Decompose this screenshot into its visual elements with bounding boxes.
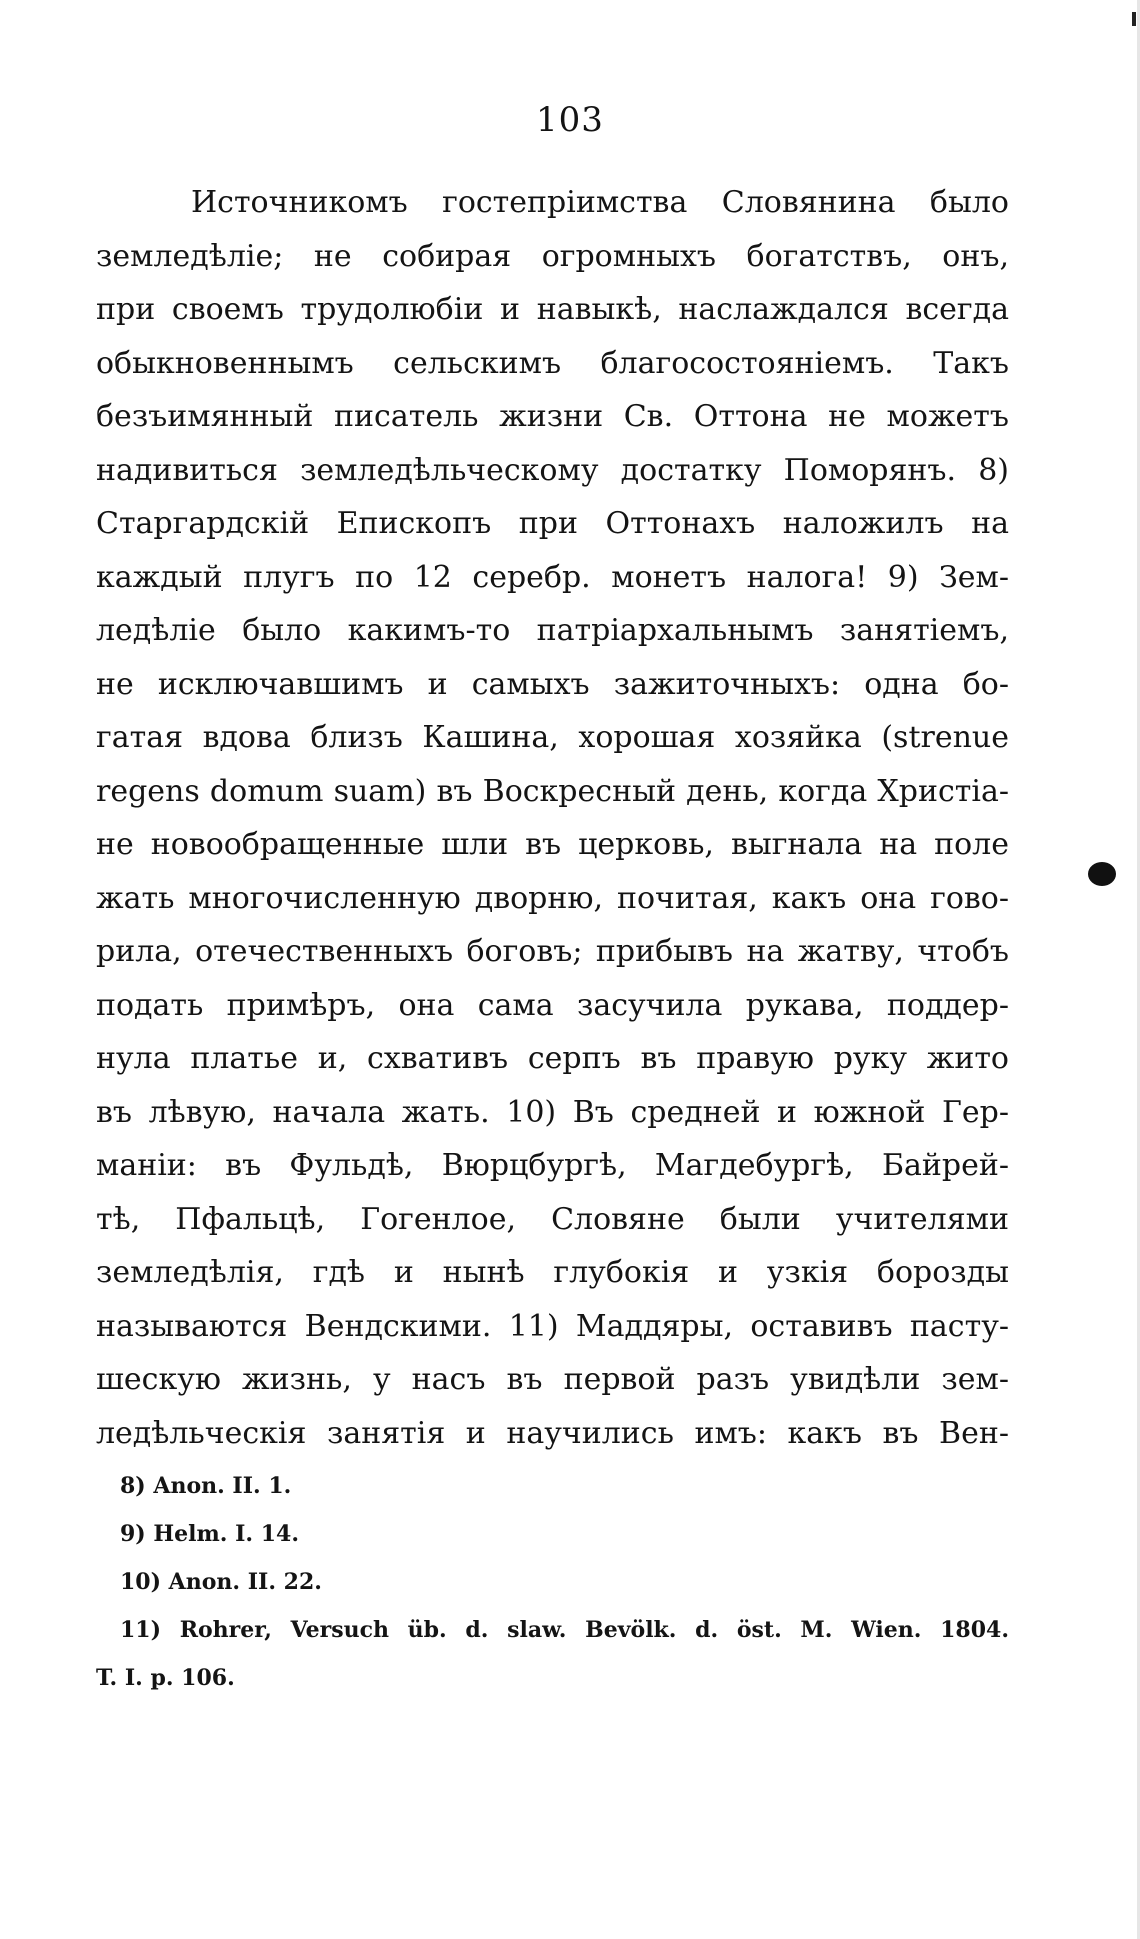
text-line: обыкновеннымъ сельскимъ благосостояніемъ. Такъ: [96, 345, 1009, 381]
text-line: ледѣліе было какимъ-то патріархальнымъ занятіемъ,: [96, 613, 1009, 648]
text-line: безъимянный писатель жизни Св. Оттона не можетъ: [96, 399, 1009, 434]
footnote: 9) Helm. I. 14.: [120, 1521, 299, 1547]
text-line: называются Вендскими. 11) Маддяры, оставивъ пасту-: [96, 1308, 1009, 1344]
text-line: regens domum suam) въ Воскресный день, когда Христіа-: [96, 773, 1009, 809]
footnote: 11) Rohrer, Versuch üb. d. slaw. Bevölk. d. öst. M. Wien. 1804.: [120, 1617, 1009, 1643]
text-line: Старгардскій Епископъ при Оттонахъ наложилъ на: [96, 506, 1009, 541]
text-line: рила, отечественныхъ боговъ; прибывъ на жатву, чтобъ: [96, 934, 1009, 969]
body-text: [96, 176, 1009, 1460]
text-line: жать многочисленную дворню, почитая, какъ она гово-: [96, 880, 1009, 916]
text-line: не исключавшимъ и самыхъ зажиточныхъ: одна бо-: [96, 666, 1009, 702]
text-line: тѣ, Пфальцѣ, Гогенлое, Словяне были учителями: [96, 1201, 1009, 1237]
page-number: 103: [536, 100, 604, 140]
text-line: земледѣліе; не собирая огромныхъ богатствъ, онъ,: [96, 238, 1009, 274]
footnote-continuation: T. I. p. 106.: [96, 1665, 235, 1691]
text-line: Источникомъ гостепріимства Словянина было: [191, 185, 1009, 220]
text-line: земледѣлія, гдѣ и нынѣ глубокія и узкія борозды: [96, 1255, 1009, 1290]
text-line: гатая вдова близъ Кашина, хорошая хозяйка (strenue: [96, 720, 1009, 755]
text-line: нула платье и, схвативъ серпъ въ правую руку жито: [96, 1041, 1009, 1076]
text-line: въ лѣвую, начала жать. 10) Въ средней и южной Гер-: [96, 1094, 1009, 1130]
text-line: ледѣльческія занятія и научились имъ: какъ въ Вен-: [96, 1415, 1009, 1451]
ink-blot: [1088, 862, 1116, 886]
text-line: при своемъ трудолюбіи и навыкѣ, наслаждался всегда: [96, 292, 1009, 327]
text-line: каждый плугъ по 12 серебр. монетъ налога! 9) Зем-: [96, 559, 1009, 595]
text-line: не новообращенные шли въ церковь, выгнала на поле: [96, 827, 1009, 862]
text-line: надивиться земледѣльческому достатку Поморянъ. 8): [96, 452, 1009, 488]
footnote: 10) Anon. II. 22.: [120, 1569, 322, 1595]
footnote: 8) Anon. II. 1.: [120, 1473, 292, 1499]
text-line: маніи: въ Фульдѣ, Вюрцбургѣ, Магдебургѣ, Байрей-: [96, 1148, 1009, 1183]
footnotes: [96, 1462, 1009, 1702]
text-line: шескую жизнь, у насъ въ первой разъ увидѣли зем-: [96, 1362, 1009, 1397]
text-line: подать примѣръ, она сама засучила рукава, поддер-: [96, 987, 1009, 1023]
scan-speck: [1132, 12, 1136, 26]
